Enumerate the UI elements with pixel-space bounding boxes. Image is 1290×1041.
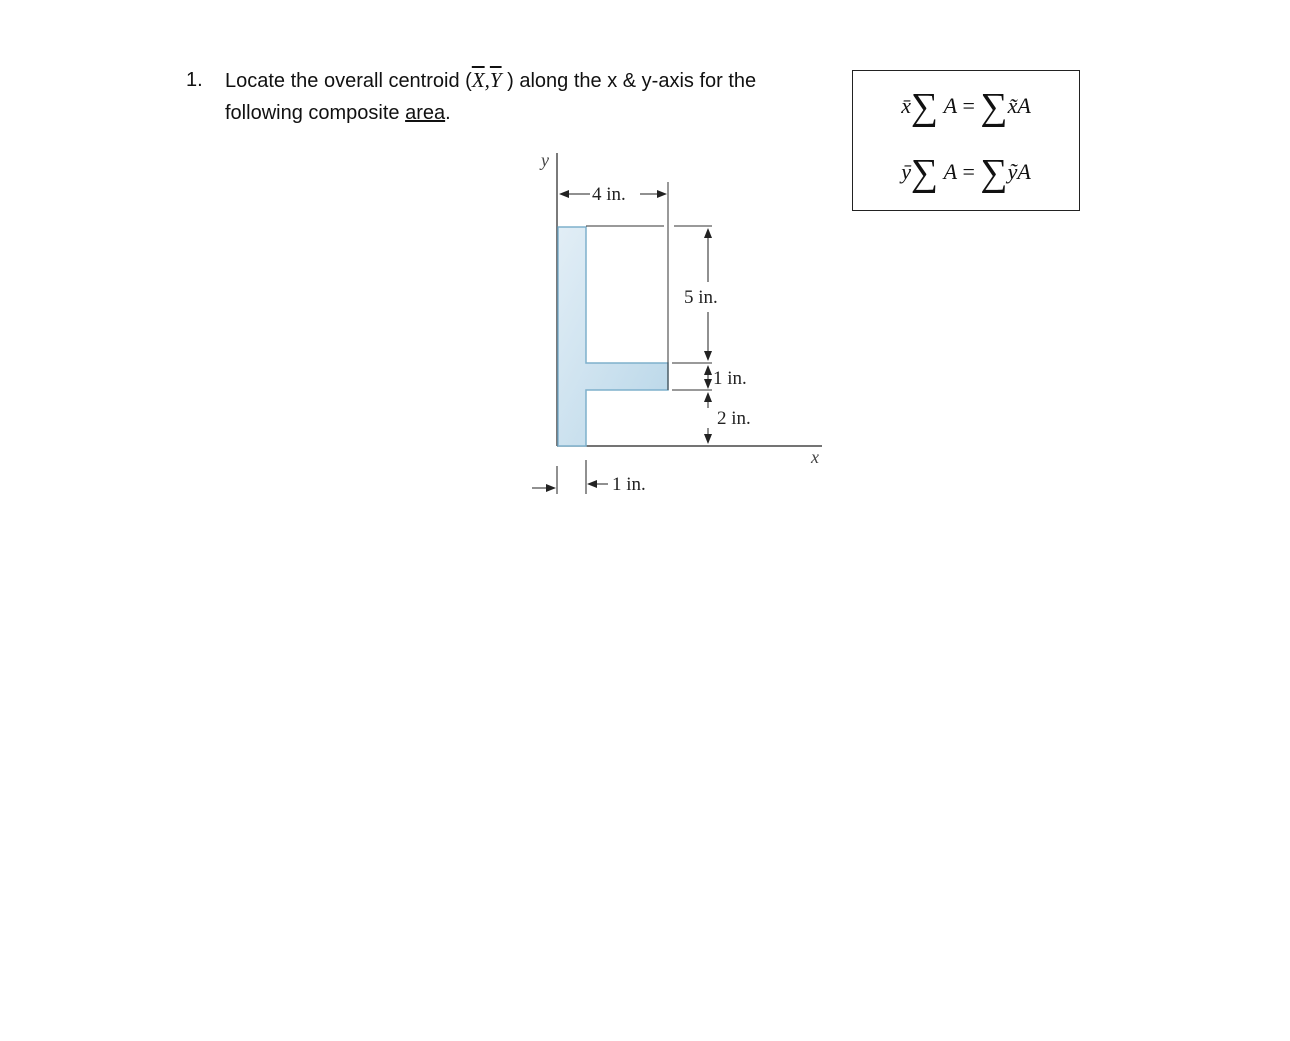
- comma-symbol: ,: [484, 68, 490, 92]
- problem-line2-suffix: .: [445, 102, 451, 124]
- formula-y-var: A: [943, 159, 958, 184]
- dim-2in-label: 2 in.: [717, 408, 751, 429]
- problem-line2-prefix: following composite: [225, 102, 400, 124]
- sigma-symbol: ∑: [911, 86, 939, 128]
- dim-web-1in-label: 1 in.: [612, 474, 646, 495]
- formula-x-equals: =: [962, 93, 975, 118]
- ybar-symbol: $\overline{Y}$: [489, 68, 502, 92]
- sigma-symbol: ∑: [980, 86, 1008, 128]
- formula-x-rhs: x̃A: [1007, 93, 1031, 118]
- problem-line1-prefix: Locate the overall centroid (: [225, 70, 472, 92]
- sigma-symbol: ∑: [911, 152, 939, 194]
- composite-shape: [558, 227, 668, 446]
- xbar-symbol: $\overline{X}$: [471, 68, 485, 92]
- dim-4in-label: 4 in.: [592, 184, 626, 205]
- y-axis-label: y: [541, 150, 549, 170]
- formula-y-lhs: ȳ: [901, 159, 911, 184]
- formula-y-rhs: ỹA: [1007, 159, 1031, 184]
- x-axis-label: x: [811, 447, 819, 467]
- formula-x-var: A: [943, 93, 958, 118]
- dim-5in-label: 5 in.: [684, 287, 718, 308]
- problem-number: 1.: [186, 69, 203, 91]
- dim-flange-1in-label: 1 in.: [713, 368, 747, 389]
- problem-line1-suffix: ) along the x & y-axis for the: [507, 70, 757, 92]
- formula-y-equals: =: [962, 159, 975, 184]
- sigma-symbol: ∑: [980, 152, 1008, 194]
- underlined-word-area: area: [405, 102, 446, 124]
- formula-x-lhs: x̄: [901, 93, 911, 118]
